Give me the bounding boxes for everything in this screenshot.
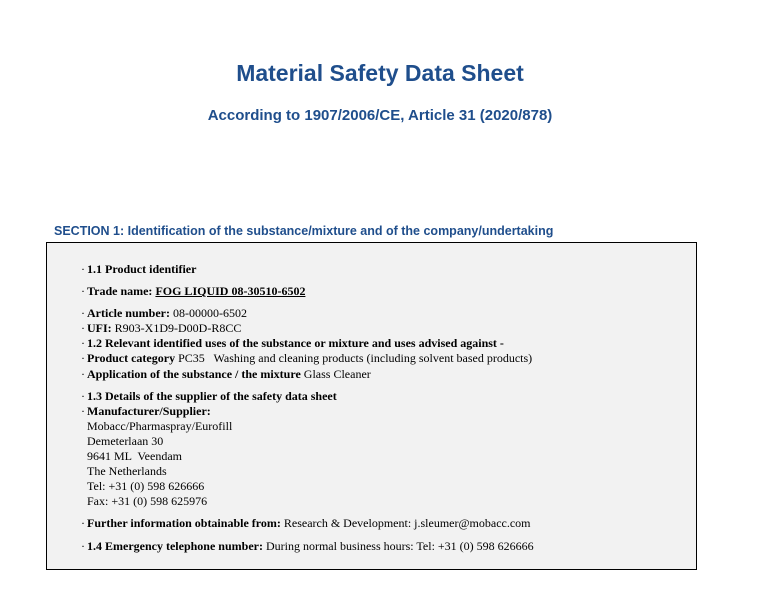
trade-name-value: FOG LIQUID 08-30510-6502 [155,284,306,298]
bullet: · [81,321,85,335]
further-info-label: Further information obtainable from: [87,516,281,530]
bullet: · [81,404,85,418]
bullet: · [81,284,85,298]
fax-line: Fax: +31 (0) 598 625976 [87,494,208,508]
document-subtitle: According to 1907/2006/CE, Article 31 (2020/878) [207,107,553,124]
section-1-box [46,242,697,570]
further-info-line [81,516,531,530]
further-info-value: Research & Development: j.sleumer@mobacc.com [283,516,531,530]
ufi-value: R903-X1D9-D00D-R8CC [114,321,242,335]
bullet: · [81,516,85,530]
section-1-heading: SECTION 1: Identification of the substance/mixture and of the company/undertaking [54,224,554,238]
address-line: Demeterlaan 30 [87,434,164,448]
bullet: · [81,262,85,276]
article-number-value: 08-00000-6502 [172,306,247,320]
document-title: Material Safety Data Sheet [236,60,524,86]
relevant-uses-line [81,336,504,350]
bullet: · [81,389,85,403]
bullet: · [81,539,85,553]
application-label: Application of the substance / the mixture [87,367,301,381]
article-number-label: Article number: [87,306,170,320]
trade-name-line [81,284,305,298]
ufi-line [81,321,241,335]
emergency-line [81,539,534,553]
address-line: Mobacc/Pharmaspray/Eurofill [87,419,233,433]
emergency-label: 1.4 Emergency telephone number: [87,539,263,553]
bullet: · [81,306,85,320]
product-identifier-heading: 1.1 Product identifier [87,262,197,276]
trade-name-label: Trade name: [87,284,153,298]
emergency-value: During normal business hours: Tel: +31 (0) 598 626666 [265,539,534,553]
product-category-value: PC35 Washing and cleaning products (including solvent based products) [178,351,533,365]
article-number-line [81,306,247,320]
product-identifier-line [81,262,196,276]
product-category-line [81,351,532,365]
relevant-uses-heading: 1.2 Relevant identified uses of the substance or mixture and uses advised against - [87,336,504,350]
manufacturer-label: Manufacturer/Supplier: [87,404,211,418]
manufacturer-line [81,404,211,418]
phone-line: Tel: +31 (0) 598 626666 [87,479,205,493]
bullet: · [81,367,85,381]
supplier-details-heading: 1.3 Details of the supplier of the safety data sheet [87,389,337,403]
application-line [81,367,371,381]
application-value: Glass Cleaner [303,367,371,381]
product-category-label: Product category [87,351,176,365]
address-line: 9641 ML Veendam [87,449,182,463]
address-line: The Netherlands [87,464,167,478]
bullet: · [81,351,85,365]
supplier-details-line [81,389,337,403]
bullet: · [81,336,85,350]
ufi-label: UFI: [87,321,112,335]
